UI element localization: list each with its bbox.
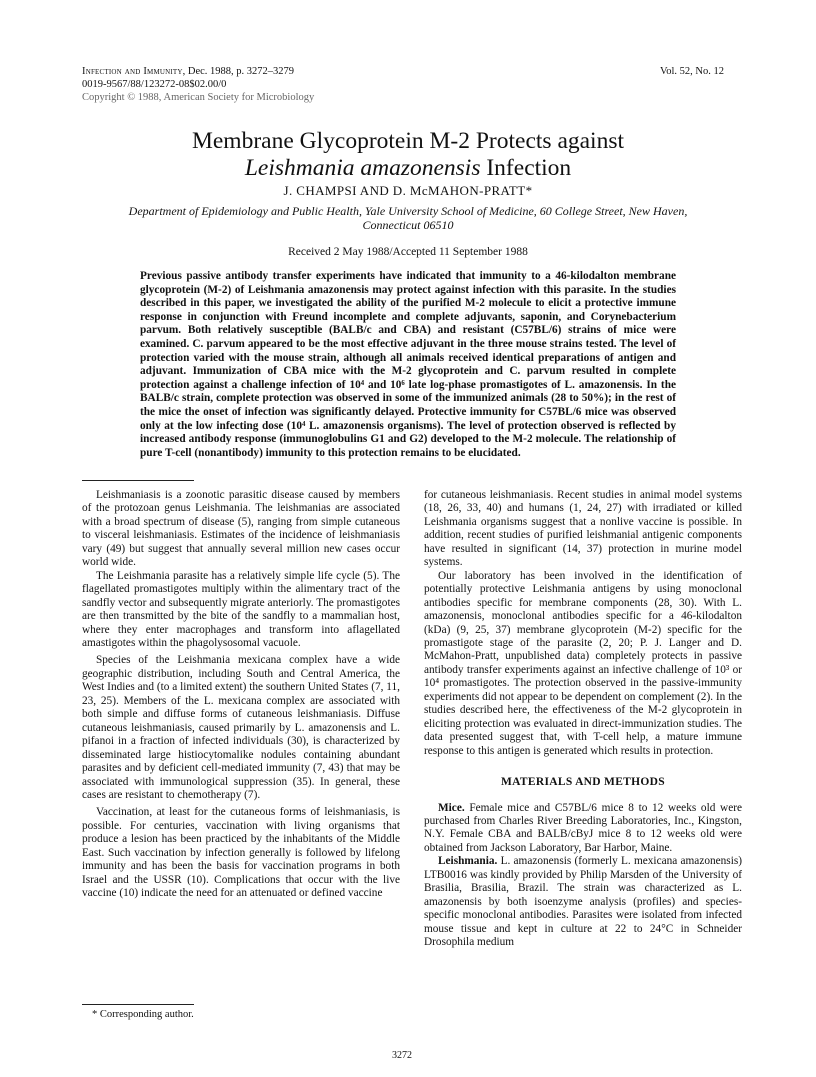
- authors: J. CHAMPSI AND D. McMAHON-PRATT*: [283, 183, 533, 198]
- article-title: [60, 128, 756, 182]
- footnote: * Corresponding author.: [92, 1009, 194, 1020]
- abstract: Previous passive antibody transfer experiments have indicated that immunity to a 46-kilodalton membrane glycoprotein (M-2) of Leishmania amazonensis may protect against infection with this parasite. In the studies described in this paper, we investigated the ability of the purified M-2 molecule to elicit a protective immune response in conjunction with Freund incomplete and complete adjuvants, saponin, and Corynebacterium parvum. Both relatively susceptible (BALB/c and CBA) and resistant (C57BL/6) strains of mice were examined. C. parvum appeared to be the most effective adjuvant in the three mouse strains tested. The level of protection varied with the mouse strain, although all animals received identical preparations of antigen and adjuvant. Immunization of CBA mice with the M-2 glycoprotein and C. parvum resulted in complete protection against a challenge infection of 10⁴ and 10⁶ late log-phase promastigotes of L. amazonensis. In the BALB/c strain, complete protection was observed in some of the immunized animals (28 to 50%); in the rest of the mice the onset of infection was significantly delayed. Protective immunity for C57BL/6 mice was observed only at the low infecting dose (10⁴ L. amazonensis organisms). The level of protection observed is reflected by increased antibody response (immunoglobulins G1 and G2) developed to the M-2 molecule. The relationship of pure T-cell (nonantibody) immunity to this protection remains to be elucidated.: [140, 270, 676, 459]
- title-species: Leishmania amazonensis: [244, 155, 481, 181]
- intro-paragraph-2: The Leishmania parasite has a relatively simple life cycle (5). The flagellated promastigotes multiply within the alimentary tract of the sandfly vector and subsequently migrate anteriorly. The promastigotes are then transmitted by the bite of the sandfly to a mammalian host, where they enter macrophages and transform into aflagellated amastigotes within the phagolysosomal vacuole.: [82, 569, 400, 649]
- affiliation: Department of Epidemiology and Public Health, Yale University School of Medicine, 60 College Street, New Haven, Connecticut 06510: [128, 204, 688, 232]
- right-column: [424, 489, 742, 950]
- journal-header: [82, 66, 294, 78]
- section-heading: MATERIALS AND METHODS: [501, 776, 665, 789]
- page-number: 3272: [392, 1050, 412, 1061]
- section-rule: [82, 480, 194, 481]
- intro-paragraph-3: Species of the Leishmania mexicana complex have a wide geographic distribution, including South and Central America, the West Indies and (to a limited extent) the southern United States (7, 11, 23, 25). Members of the L. mexicana complex are associated with both simple and diffuse forms of cutaneous leishmaniasis. Diffuse cutaneous leishmaniasis, caused primarily by L. amazonensis and L. pifanoi in a fraction of infected individuals (30), is characterized by disseminated large histiocytomalike nodules containing abundant parasites and by deficient cell-mediated immunity (7, 43) that may be associated with immunological suppression (35). In general, these cases are resistant to chemotherapy (7).: [82, 654, 400, 801]
- intro-paragraph-6: Our laboratory has been involved in the identification of potentially protective Leishmania antigens by using monoclonal antibodies specific for membrane components (28, 30). With L. amazonensis, monoclonal antibodies specific for a 46-kilodalton (kDa) (9, 25, 37) membrane glycoprotein (M-2) specific for the promastigote stage of the parasite (2, 20; P. J. Langer and D. McMahon-Pratt, unpublished data) completely protects in passive antibody transfer experiments against an infective challenge of 10³ or 10⁴ promastigotes. The protection observed in the passive-immunity experiments did not appear to be dependent on complement (2). In the studies described here, the effectiveness of the M-2 glycoprotein in eliciting protection was evaluated in direct-immunization studies. The data presented suggest that, with T-cell help, a mature immune response to this antigen is generated which results in protection.: [424, 569, 742, 757]
- intro-paragraph-4: Vaccination, at least for the cutaneous forms of leishmaniasis, is possible. For centuries, vaccination with living organisms that produce a lesion has been practiced by the inhabitants of the Middle East. Such vaccination by infection generally is followed by lifelong immunity and has been the basis for vaccination programs in both Israel and the USSR (10). Complications that occur with the live vaccine (10) indicate the need for an attenuated or defined vaccine: [82, 806, 400, 900]
- intro-paragraph-5: for cutaneous leishmaniasis. Recent studies in animal model systems (18, 26, 33, 40) and humans (1, 24, 27) with irradiated or killed Leishmania organisms suggest that a nonlive vaccine is possible. In addition, recent studies of purified leishmanial antigenic components have resulted in significant (14, 37) protection in murine model systems.: [424, 489, 742, 569]
- methods-mice: Mice. Female mice and C57BL/6 mice 8 to 12 weeks old were purchased from Charles River Breeding Laboratories, Inc., Kingston, N.Y. Female CBA and BALB/cByJ mice 8 to 12 weeks old were obtained from Jackson Laboratory, Bar Harbor, Maine.: [424, 801, 742, 854]
- methods-leishmania: Leishmania. L. amazonensis (formerly L. mexicana amazonensis) LTB0016 was kindly provided by Philip Marsden of the University of Brasilia, Brasilia, Brazil. The strain was characterized as L. amazonensis by both isoenzyme analysis (profiles) and species-specific monoclonal antibodies. Parasites were isolated from infected mouse tissue and kept in culture at 22 to 24°C in Schneider Drosophila medium: [424, 855, 742, 949]
- intro-paragraph-1: Leishmaniasis is a zoonotic parasitic disease caused by members of the protozoan genus Leishmania. The leishmanias are associated with a broad spectrum of disease (5), ranging from simple cutaneous to visceral leishmaniasis. Estimates of the incidence of leishmaniasis vary (49) but suggest that annually several million new cases occur world wide.: [82, 489, 400, 569]
- journal-issue: , Dec. 1988, p. 3272–3279: [182, 66, 295, 77]
- footnote-rule: [82, 1004, 194, 1005]
- title-line-1: Membrane Glycoprotein M-2 Protects against: [191, 128, 625, 154]
- copyright-line: Copyright © 1988, American Society for Microbiology: [82, 92, 315, 103]
- received-dates: Received 2 May 1988/Accepted 11 September 1988: [288, 246, 528, 258]
- leishmania-label: Leishmania.: [438, 855, 498, 868]
- journal-code: 0019-9567/88/123272-08$02.00/0: [82, 79, 227, 90]
- left-column: [82, 489, 400, 901]
- mice-label: Mice.: [438, 801, 465, 814]
- title-line-2: Leishmania amazonensis Infection: [244, 155, 572, 181]
- volume-number: Vol. 52, No. 12: [660, 66, 724, 77]
- journal-name: Infection and Immunity: [82, 66, 183, 77]
